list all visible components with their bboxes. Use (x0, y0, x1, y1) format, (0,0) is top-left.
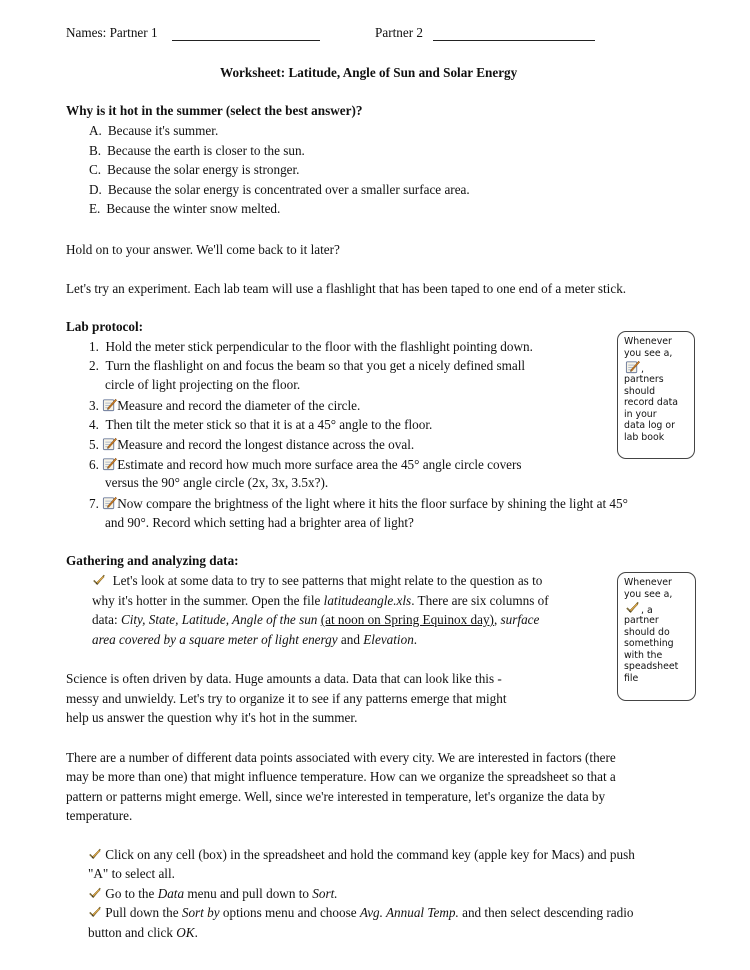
answer-option[interactable] (89, 123, 218, 139)
lab-step-2: 2. Turn the flashlight on and focus the beam so that you get a nicely defined small (89, 358, 526, 373)
file-name: latitudeangle.xls (323, 593, 412, 608)
gathering-p1-line2: why it's hotter in the summer. Open the file latitudeangle.xls. There are six columns of (92, 593, 549, 608)
answer-option[interactable] (89, 143, 305, 159)
lab-protocol-heading: Lab protocol: (66, 319, 144, 334)
p3-line2: may be more than one) that might influence temperature. How can we organize the spreadsheet so that a (66, 769, 616, 784)
hold-on-text: Hold on to your answer. We'll come back to it later? (66, 242, 340, 257)
gathering-p2-line1: Science is often driven by data. Huge amounts a data. Data that can look like this - (66, 671, 502, 686)
notepad-pencil-icon (102, 456, 117, 471)
answer-option[interactable] (89, 182, 470, 198)
option-text: Because the winter snow melted. (106, 201, 281, 216)
lab-step-7: 7. Now compare the brightness of the light where it hits the floor surface by shining the light at 45° (89, 496, 628, 511)
option-text: Because the solar energy is stronger. (107, 162, 300, 177)
option-text: Because it's summer. (107, 123, 219, 138)
lab-step-1: 1. Hold the meter stick perpendicular to the floor with the flashlight pointing down. (89, 339, 533, 354)
answer-option[interactable] (89, 162, 299, 178)
lab-note-box: Whenever you see a, , partners should record data in your data log or lab book (617, 331, 695, 459)
lab-step-6: 6. Estimate and record how much more surface area the 45° angle circle covers (89, 457, 522, 472)
option-letter: A. (89, 123, 102, 138)
option-text: Because the earth is closer to the sun. (107, 143, 305, 158)
p3-line1: There are a number of different data points associated with every city. We are interested in factors (there (66, 750, 616, 765)
partner1-name-blank[interactable] (172, 27, 320, 41)
question-prompt: Why is it hot in the summer (select the best answer)? (66, 103, 363, 118)
answer-option[interactable] (89, 201, 280, 217)
gathering-p2-line3: help us answer the question why it's hot in the summer. (66, 710, 358, 725)
gathering-p1-line3: data: City, State, Latitude, Angle of the sun (at noon on Spring Equinox day), surface (92, 612, 540, 627)
lab-step-4: 4. Then tilt the meter stick so that it is at a 45° angle to the floor. (89, 417, 433, 432)
option-letter: C. (89, 162, 102, 177)
checkmark-pencil-icon (92, 573, 106, 587)
worksheet-title: Worksheet: Latitude, Angle of Sun and Solar Energy (220, 65, 518, 80)
instruction-1: Click on any cell (box) in the spreadsheet and hold the command key (apple key for Macs) and push (88, 847, 635, 863)
lab-step-3: 3. Measure and record the diameter of the circle. (89, 398, 361, 413)
instruction-2: Go to the Data menu and pull down to Sort. (88, 886, 338, 902)
checkmark-pencil-icon (88, 886, 102, 900)
experiment-intro-text: Let's try an experiment. Each lab team will use a flashlight that has been taped to one end of a meter stick. (66, 281, 627, 296)
instruction-3-cont: button and click OK. (88, 925, 198, 940)
partner2-label: Partner 2 (375, 25, 423, 40)
spreadsheet-note-box: Whenever you see a, , a partner should do something with the speadsheet file (617, 572, 696, 701)
gathering-p2-line2: messy and unwieldy. Let's try to organize it to see if any patterns emerge that might (66, 691, 507, 706)
p3-line3: pattern or patterns might emerge. Well, since we're interested in temperature, let's organize the data by (66, 789, 606, 804)
notepad-pencil-icon (102, 495, 117, 510)
gathering-heading: Gathering and analyzing data: (66, 553, 239, 568)
lab-step-7-cont: and 90°. Record which setting had a brighter area of light? (105, 515, 414, 530)
checkmark-pencil-icon (624, 600, 641, 615)
option-text: Because the solar energy is concentrated over a smaller surface area. (107, 182, 470, 197)
lab-step-5: 5. Measure and record the longest distance across the oval. (89, 437, 415, 452)
partner2-name-blank[interactable] (433, 27, 595, 41)
instruction-3: Pull down the Sort by options menu and choose Avg. Annual Temp. and then select descending radio (88, 905, 633, 921)
notepad-pencil-icon (102, 397, 117, 412)
lab-step-2-cont: circle of light projecting on the floor. (105, 377, 301, 392)
lab-step-6-cont: versus the 90° angle circle (2x, 3x, 3.5x?). (105, 475, 329, 490)
notepad-pencil-icon (624, 359, 641, 374)
checkmark-pencil-icon (88, 847, 102, 861)
instruction-1-cont: "A" to select all. (88, 866, 175, 881)
option-letter: B. (89, 143, 102, 158)
partner1-label: Names: Partner 1 (66, 25, 158, 40)
checkmark-pencil-icon (88, 905, 102, 919)
gathering-p1-line4: area covered by a square meter of light energy and Elevation. (92, 632, 418, 647)
p3-line4: temperature. (66, 808, 133, 823)
option-letter: D. (89, 182, 102, 197)
gathering-p1-line1: Let's look at some data to try to see patterns that might relate to the question as to (92, 573, 542, 589)
option-letter: E. (89, 201, 101, 216)
notepad-pencil-icon (102, 436, 117, 451)
